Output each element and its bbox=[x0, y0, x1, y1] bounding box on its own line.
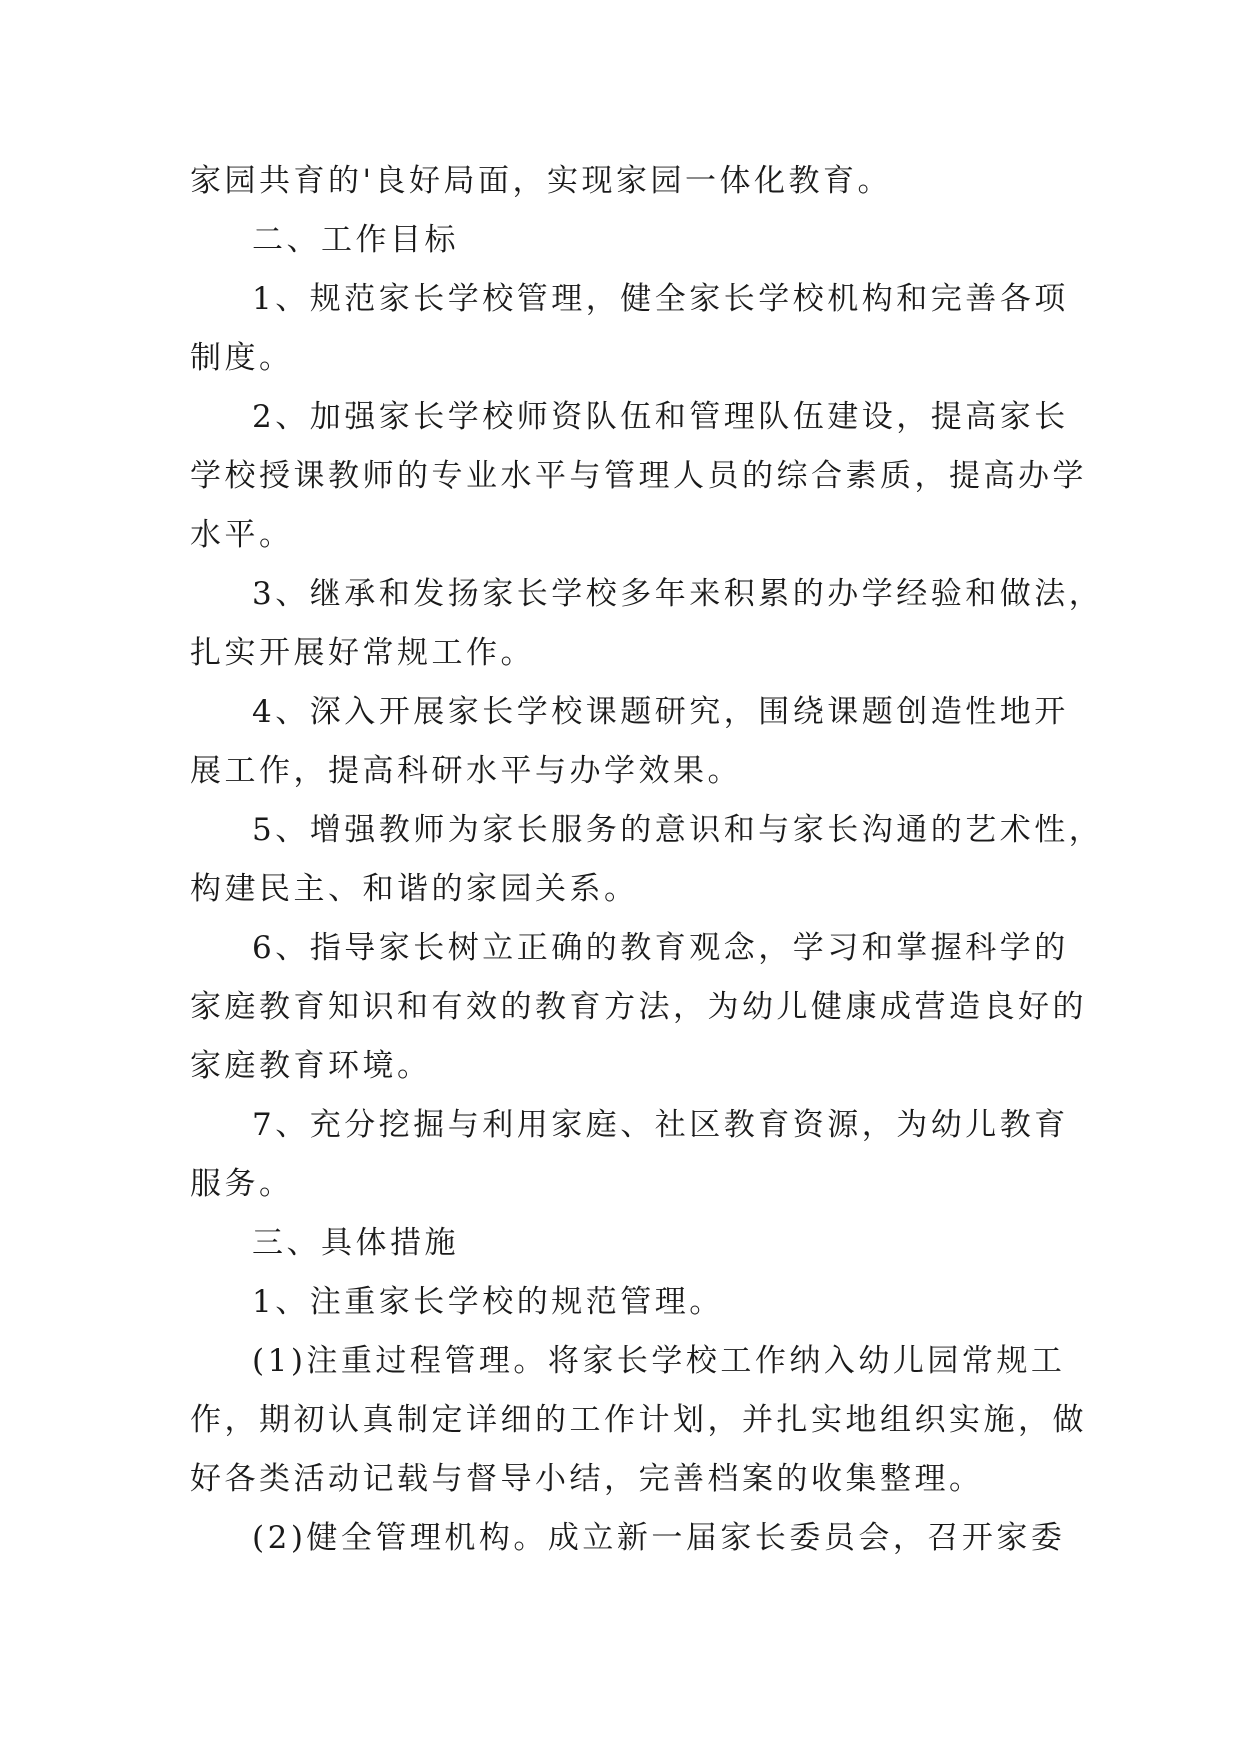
text-line: 5、增强教师为家长服务的意识和与家长沟通的艺术性， bbox=[252, 812, 1104, 848]
text-line: (2)健全管理机构。成立新一届家长委员会，召开家委 bbox=[252, 1520, 1066, 1556]
text-line: 水平。 bbox=[190, 517, 294, 553]
text-line: 家庭教育知识和有效的教育方法，为幼儿健康成营造良好的 bbox=[190, 989, 1087, 1025]
text-line: 2、加强家长学校师资队伍和管理队伍建设，提高家长 bbox=[252, 399, 1069, 435]
section-heading: 二、工作目标 bbox=[252, 222, 459, 258]
text-line: 3、继承和发扬家长学校多年来积累的办学经验和做法， bbox=[252, 576, 1104, 612]
text-line: 展工作，提高科研水平与办学效果。 bbox=[190, 753, 742, 789]
text-line: 学校授课教师的专业水平与管理人员的综合素质，提高办学 bbox=[190, 458, 1087, 494]
text-line: 1、规范家长学校管理，健全家长学校机构和完善各项 bbox=[252, 281, 1069, 317]
text-line: 1、注重家长学校的规范管理。 bbox=[252, 1284, 724, 1320]
text-line: (1)注重过程管理。将家长学校工作纳入幼儿园常规工 bbox=[252, 1343, 1066, 1379]
document-body bbox=[190, 152, 1104, 1568]
text-line: 扎实开展好常规工作。 bbox=[190, 635, 535, 671]
text-line: 6、指导家长树立正确的教育观念，学习和掌握科学的 bbox=[252, 930, 1069, 966]
text-line: 作，期初认真制定详细的工作计划，并扎实地组织实施，做 bbox=[190, 1402, 1087, 1438]
text-line: 7、充分挖掘与利用家庭、社区教育资源，为幼儿教育 bbox=[252, 1107, 1069, 1143]
text-line: 家庭教育环境。 bbox=[190, 1048, 432, 1084]
section-heading: 三、具体措施 bbox=[252, 1225, 459, 1261]
text-line: 构建民主、和谐的家园关系。 bbox=[190, 871, 639, 907]
text-line: 好各类活动记载与督导小结，完善档案的收集整理。 bbox=[190, 1461, 984, 1497]
text-line: 制度。 bbox=[190, 340, 294, 376]
text-line: 服务。 bbox=[190, 1166, 294, 1202]
text-line: 4、深入开展家长学校课题研究，围绕课题创造性地开 bbox=[252, 694, 1069, 730]
text-line: 家园共育的'良好局面，实现家园一体化教育。 bbox=[190, 163, 893, 199]
